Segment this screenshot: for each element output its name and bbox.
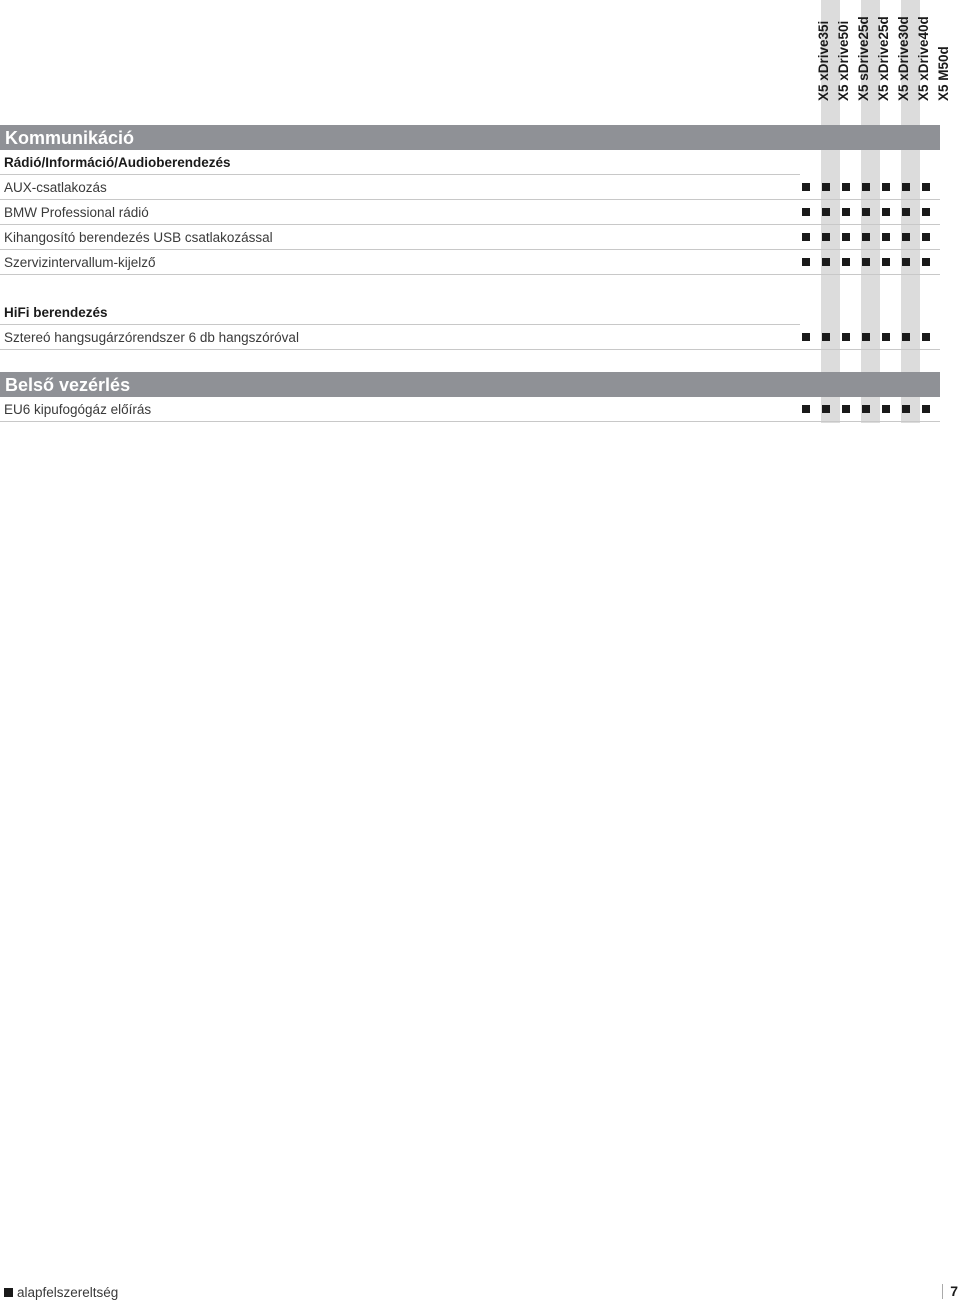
standard-equipment-mark — [822, 233, 830, 241]
legend-label: alapfelszereltség — [17, 1285, 119, 1300]
standard-equipment-mark — [862, 208, 870, 216]
standard-equipment-square-icon — [4, 1288, 13, 1297]
model-name: X5 M50d — [936, 46, 951, 101]
standard-equipment-mark — [842, 405, 850, 413]
standard-equipment-mark — [842, 208, 850, 216]
model-column-header — [920, 0, 951, 120]
section-header — [0, 125, 940, 150]
model-column-header — [840, 0, 871, 120]
standard-equipment-mark — [902, 183, 910, 191]
standard-equipment-mark — [902, 333, 910, 341]
standard-equipment-mark — [822, 208, 830, 216]
standard-equipment-mark — [802, 183, 810, 191]
standard-equipment-mark — [902, 233, 910, 241]
standard-equipment-mark — [902, 405, 910, 413]
standard-equipment-mark — [802, 333, 810, 341]
feature-label: AUX-csatlakozás — [4, 180, 107, 195]
legend — [4, 1285, 118, 1300]
standard-equipment-mark — [882, 405, 890, 413]
standard-equipment-mark — [882, 333, 890, 341]
standard-equipment-mark — [902, 208, 910, 216]
standard-equipment-mark — [922, 233, 930, 241]
model-name: X5 xDrive30d — [896, 16, 911, 101]
model-column-header — [800, 0, 831, 120]
standard-equipment-mark — [822, 258, 830, 266]
standard-equipment-mark — [862, 183, 870, 191]
model-name: X5 xDrive50i — [836, 20, 851, 101]
standard-equipment-mark — [802, 233, 810, 241]
standard-equipment-mark — [842, 333, 850, 341]
feature-label: Kihangosító berendezés USB csatlakozással — [4, 230, 273, 245]
model-column-header — [900, 0, 931, 120]
standard-equipment-mark — [882, 208, 890, 216]
group-subtitle: HiFi berendezés — [4, 305, 108, 320]
standard-equipment-mark — [902, 258, 910, 266]
model-column-header — [820, 0, 851, 120]
standard-equipment-mark — [862, 233, 870, 241]
standard-equipment-mark — [922, 405, 930, 413]
row-separator — [0, 249, 940, 250]
standard-equipment-mark — [862, 258, 870, 266]
standard-equipment-mark — [802, 258, 810, 266]
feature-label: Szervizintervallum-kijelző — [4, 255, 156, 270]
model-name: X5 xDrive35i — [816, 20, 831, 101]
row-separator — [0, 274, 940, 275]
standard-equipment-mark — [822, 333, 830, 341]
model-column-header — [860, 0, 891, 120]
section-header — [0, 372, 940, 397]
standard-equipment-mark — [842, 258, 850, 266]
standard-equipment-mark — [922, 258, 930, 266]
standard-equipment-mark — [842, 183, 850, 191]
row-separator — [0, 421, 940, 422]
model-name: X5 xDrive40d — [916, 16, 931, 101]
section-title: Kommunikáció — [5, 128, 135, 148]
standard-equipment-mark — [802, 405, 810, 413]
row-separator — [0, 174, 800, 175]
standard-equipment-mark — [882, 183, 890, 191]
standard-equipment-mark — [842, 233, 850, 241]
standard-equipment-mark — [922, 208, 930, 216]
model-name: X5 sDrive25d — [856, 16, 871, 101]
row-separator — [0, 324, 800, 325]
group-subtitle: Rádió/Információ/Audioberendezés — [4, 155, 231, 170]
row-separator — [0, 199, 940, 200]
standard-equipment-mark — [922, 333, 930, 341]
standard-equipment-mark — [822, 183, 830, 191]
standard-equipment-mark — [862, 333, 870, 341]
standard-equipment-mark — [822, 405, 830, 413]
standard-equipment-mark — [882, 258, 890, 266]
row-separator — [0, 349, 940, 350]
feature-label: BMW Professional rádió — [4, 205, 149, 220]
feature-label: Sztereó hangsugárzórendszer 6 db hangszóróval — [4, 330, 299, 345]
section-title: Belső vezérlés — [5, 375, 131, 395]
standard-equipment-mark — [922, 183, 930, 191]
model-column-header — [880, 0, 911, 120]
row-separator — [0, 224, 940, 225]
standard-equipment-mark — [802, 208, 810, 216]
standard-equipment-mark — [862, 405, 870, 413]
page-number: 7 — [942, 1284, 958, 1299]
model-name: X5 xDrive25d — [876, 16, 891, 101]
feature-label: EU6 kipufogógáz előírás — [4, 402, 152, 417]
standard-equipment-mark — [882, 233, 890, 241]
